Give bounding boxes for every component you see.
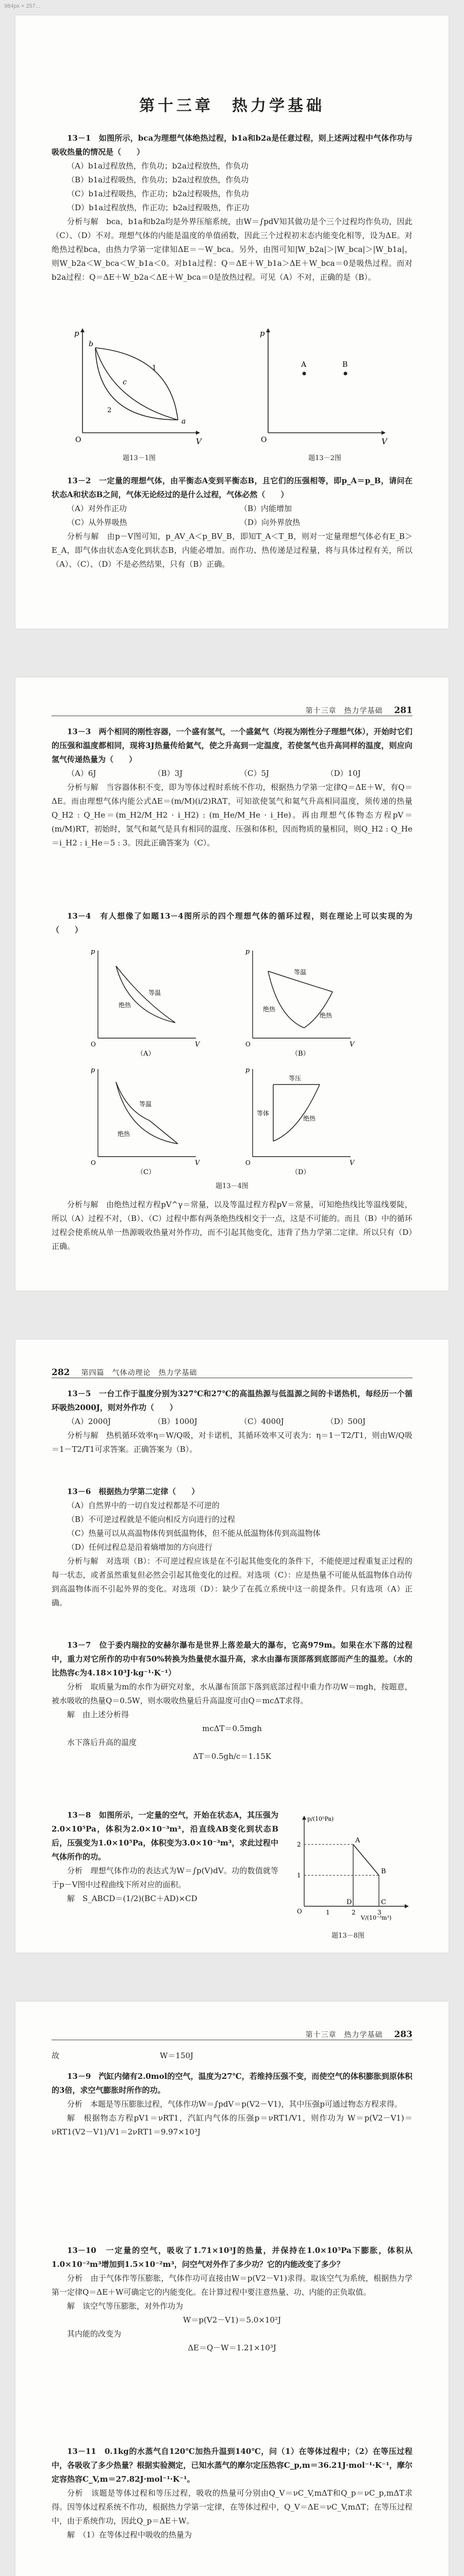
curve-1-label: 1 (152, 364, 157, 372)
question-stem: 13－4 有人想像了如题13－4图所示的四个理想气体的循环过程，则在理论上可以实现的为（ ） (52, 911, 412, 935)
question-stem: 13－9 汽缸内储有2.0mol的空气，温度为27℃，若维持压强不变，而使空气的体积膨胀到原体积的3倍，求空气膨胀时所作的功。 (52, 2072, 412, 2095)
curve-label: 等温 (139, 1100, 152, 1108)
option-b: （B）内能增加 (240, 504, 292, 513)
option-c: （C）b1a过程吸热，作正功；b2a过程吸热，作负功 (67, 189, 249, 198)
option-a: （A）自然界中的一切自发过程都是不可逆的 (67, 1501, 220, 1510)
option-d: （D）10J (326, 769, 361, 778)
figure-13-2 (253, 325, 392, 448)
panel-c (91, 1066, 201, 1176)
panel-b (245, 948, 355, 1058)
option-d: （D）向外界放热 (240, 518, 301, 527)
question-stem: 13－3 两个相同的刚性容器，一个盛有氢气，一个盛氦气（均视为刚性分子理想气体），开始时它们的压强和温度都相同，现将3J热量传给氦气，使之升高到一定温度，若使氢气也升高同样的温度，则应向氢气传递热量为（ ） (52, 727, 412, 764)
options (52, 159, 412, 215)
panel-label: （B） (291, 1050, 310, 1058)
question-stem: 13－10 一定量的空气，吸收了1.71×10³J的热量，并保持在1.0×10⁵Pa下膨胀，体积从1.0×10⁻²m³增加到1.5×10⁻²m³，问空气对外作了多少功？它的内能改变了多少？ (52, 2246, 412, 2269)
v-axis-label: V (196, 437, 202, 446)
svg-text:O: O (245, 1159, 251, 1166)
curve-label: 绝热 (303, 1115, 316, 1122)
origin-label: O (91, 1041, 96, 1048)
question-13-5 (52, 1387, 412, 1456)
question-13-7 (52, 1638, 412, 1764)
question-13-3 (52, 725, 412, 850)
point-d: D (346, 1899, 352, 1906)
option-d: （D）b1a过程放热，作正功；b2a过程吸热，作正功 (67, 203, 250, 212)
tick-v-3: 3 (377, 1909, 382, 1916)
running-head-title: 第四篇 气体动理论 热力学基础 (81, 1369, 197, 1377)
solution: 解 该空气等压膨胀，对外作功为 (67, 2301, 184, 2311)
question-stem: 13－6 根据热力学第二定律（ ） (67, 1487, 200, 1496)
analysis: 分析与解 bca，b1a和b2a均是外界压缩系统，由W＝∫pdV知其做功是个三个过程均作负功，因此（C）、（D）不对。理想气体的内能是温度的单值函数，因此三个过程初末态内能变化相等，设为ΔE。对绝热过程bca，由热力学第一定律知ΔE＝－W_bca。另外，由图可知|W_b2a|＞|W_bca|＞|W_b1a|，则W_b2a＜W_bca＜W_b1a＜0。对b1a过程：Q＝ΔE＋W_b1a＞ΔE＋W_bca＝0是吸热过程。而对b2a过程：Q＝ΔE＋W_b2a＜ΔE＋W_bca＝0是放热过程。可见（A）不对，正确的是（B）。 (52, 217, 412, 282)
analysis: 分析与解 由绝热过程方程pV^γ＝常量，以及等温过程方程pV＝常量，可知绝热线比等温线要陡，所以（A）过程不对，（B）、（C）过程中都有两条绝热线相交于一点，这是不可能的。而且（B）中的循环过程会使系统从单一热源吸收热量对外作功，而不引起其他变化，违背了热力学第二定律。所以只有（D）正确。 (52, 1200, 412, 1251)
formula: W＝p(V2－V1)＝5.0×10²J (183, 2315, 281, 2325)
option-d: （D）任何过程总是沿着熵增加的方向进行 (67, 1543, 213, 1552)
point-a: A (301, 361, 307, 369)
question-stem: 13－2 一定量的理想气体，由平衡态A变到平衡态B，且它们的压强相等，即p_A＝p_B，请问在状态A和状态B之间，气体无论经过的是什么过程，气体必然（ ） (52, 476, 412, 499)
analysis: 分析 取质量为m的水作为研究对象，水从瀑布顶部下落到底部过程中重力作功W＝mgh，按题意，被水吸收的热量Q＝0.5W，则水吸收热量后升高温度可由Q＝mcΔT求得。 (52, 1682, 412, 1705)
point-b-dot (344, 372, 347, 376)
curve-2-label: 2 (107, 406, 112, 414)
figure-13-4 (88, 945, 376, 1177)
option-c: （C）4000J (240, 1417, 284, 1426)
text: 水下落后升高的温度 (67, 1738, 137, 1747)
option-b: （B）1000J (153, 1417, 197, 1426)
option-a: （A）对外作正功 (67, 504, 127, 513)
v-axis-label: V (195, 1041, 200, 1048)
point-b: B (342, 361, 348, 369)
point-b: b (89, 340, 93, 348)
options (52, 502, 412, 530)
running-head (52, 2026, 412, 2040)
formula: ΔE＝Q－W＝1.21×10³J (188, 2343, 276, 2352)
svg-text:O: O (245, 1041, 251, 1048)
svg-text:p: p (245, 1066, 250, 1074)
solution: 解 根据物态方程pV1＝νRT1，汽缸内气体的压强p＝νRT1/V1，则作功为 W＝p(V2－V1)＝νRT1(V2－V1)/V1＝2νRT1＝9.97×10³J (52, 2113, 412, 2137)
option-c: （C）5J (240, 769, 270, 778)
page-number: 283 (394, 2029, 412, 2040)
svg-text:O: O (91, 1159, 96, 1166)
curve-label: 等压 (289, 1075, 302, 1082)
question-stem: 13－7 位于委内瑞拉的安赫尔瀑布是世界上落差最大的瀑布，它高979m。如果在水下落的过程中，重力对它所作的功中有50%转换为热量使水温升高，求水由瀑布顶部落到底部而产生的温差。（水的比热容c为4.18×10³J·kg⁻¹·K⁻¹） (52, 1640, 412, 1677)
page-number: 281 (394, 705, 412, 716)
figure-13-8-caption: 题13－8图 (332, 1932, 364, 1940)
p-axis-label: p/(10⁵Pa) (307, 1816, 334, 1822)
panel-label: （D） (291, 1168, 310, 1176)
figure-13-1 (67, 325, 206, 448)
point-a: a (181, 417, 186, 426)
figure-13-4-caption: 题13－4图 (216, 1182, 248, 1190)
question-13-2 (52, 474, 412, 571)
option-b: （B）3J (153, 769, 183, 778)
question-13-1 (52, 131, 412, 284)
result-line (52, 2049, 412, 2063)
analysis: 分析 该题是等体过程和等压过程，吸收的热量可分别由Q_V＝νC_V,mΔT和Q_p＝νC_p,mΔT求得。因等体过程系统不作功，根据热力学第一定律，在等体过程中，Q_V＝ΔE＝νC_V,mΔT；在等压过程中，由于系统作功，因此Q_p＝ΔE＋W。 (52, 2488, 412, 2526)
question-13-6 (52, 1485, 412, 1610)
panel-label: （C） (137, 1168, 155, 1176)
options (52, 767, 412, 781)
solution-head: 解 由上述分析得 (67, 1710, 129, 1719)
solution: 解 （1）在等体过程中吸收的热量为 (67, 2530, 192, 2539)
option-c: （C）从外界吸热 (67, 518, 127, 527)
point-b: B (381, 1868, 386, 1875)
solution: 解 S_ABCD＝(1/2)(BC＋AD)×CD (67, 1894, 197, 1903)
running-head-title: 第十三章 热力学基础 (305, 2031, 383, 2039)
svg-text:V: V (350, 1041, 355, 1048)
curve-label: 绝热 (118, 1130, 130, 1138)
svg-text:V: V (350, 1159, 355, 1167)
option-b: （B）不可逆过程就是不能向相反方向进行的过程 (67, 1515, 236, 1524)
analysis: 分析 理想气体作功的表达式为W＝∫p(V)dV。功的数值就等于p－V图中过程曲线下所对应的面积。 (52, 1866, 278, 1889)
formula: ΔT＝0.5gh/c＝1.15K (192, 1752, 271, 1761)
option-a: （A）2000J (67, 1417, 111, 1426)
analysis: 分析与解 当容器体积不变，即为等体过程时系统不作功，根据热力学第一定律Q＝ΔE＋W，有Q＝ΔE。而由理想气体内能公式ΔE＝(m/M)(i/2)RΔT，可知欲使氢气和氦气升高相同温度，须传递的热量Q_H2 : Q_He＝(m_H2/M_H2 · i_H2) : (m_He/M_He · i_He)。再由理想气体物态方程pV＝(m/M)RT，初始时，氢气和氦气是具有相同的温度、压强和体积，因而物质的量相同，则Q_H2 : Q_He＝i_H2 : i_He＝5 : 3。因此正确答案为（C）。 (52, 783, 412, 848)
question-stem: 13－8 如图所示，一定量的空气，开始在状态A，其压强为2.0×10⁵Pa，体积为2.0×10⁻³m³，沿直线AB变化到状态B后，压强变为1.0×10⁵Pa，体积变为3.0×10⁻³m³，求此过程中气体所作的功。 (52, 1810, 278, 1861)
page-2 (15, 677, 449, 1291)
analysis-13-4 (52, 1198, 412, 1253)
options (52, 1415, 412, 1429)
origin-label: O (261, 436, 267, 444)
curve-label: 等温 (294, 969, 307, 976)
text: 其内能的改变为 (67, 2329, 122, 2338)
origin-label: O (297, 1908, 302, 1915)
running-head (52, 1364, 412, 1378)
page-4 (15, 2002, 449, 2576)
page-3 (15, 1340, 449, 1953)
svg-text:p: p (245, 948, 250, 956)
question-stem: 13－1 如图所示，bca为理想气体绝热过程，b1a和b2a是任意过程，则上述两过程中气体作功与吸收热量的情况是（ ） (52, 133, 412, 157)
point-c: c (123, 378, 127, 386)
point-a: A (355, 1837, 360, 1844)
question-13-8 (52, 1808, 278, 1906)
svg-text:p: p (91, 1066, 95, 1074)
option-a: （A）b1a过程放热，作负功；b2a过程放热，作负功 (67, 161, 249, 171)
question-13-11 (52, 2445, 412, 2542)
p-axis-label: p (74, 329, 79, 338)
formula: mcΔT＝0.5mgh (202, 1724, 262, 1733)
question-stem: 13－11 0.1kg的水蒸气自120℃加热升温到140℃，问（1）在等体过程中；（2）在等压过程中，各吸收了多少热量？根据实验测定，已知水蒸气的摩尔定压热容C_p,m＝36.21J·mol⁻¹·K⁻¹，摩尔定容热容C_V,m＝27.82J·mol⁻¹·K⁻¹。 (52, 2447, 412, 2484)
analysis: 分析 由于气体作等压膨胀，气体作功可直接由W＝p(V2－V1)求得。取该空气为系统，根据热力学第一定律Q＝ΔE＋W可确定它的内能变化。在计算过程中要注意热量、功、内能的正负取值。 (52, 2274, 412, 2297)
curve-label: 绝热 (119, 1002, 131, 1009)
v-axis-label: V/(10⁻³m³) (361, 1914, 392, 1921)
panel-a (91, 948, 201, 1058)
point-c: C (381, 1899, 386, 1906)
figure-13-1-caption: 题13－1图 (123, 454, 156, 462)
analysis: 分析 本题是等压膨胀过程，气体作功W＝∫pdV＝p(V2－V1)，其中压强p可通过物态方程求得。 (67, 2099, 402, 2109)
panel-label: （A） (137, 1050, 155, 1058)
v-axis-label: V (382, 437, 387, 446)
tick-v-1: 1 (326, 1909, 330, 1916)
curve-label: 等体 (257, 1110, 270, 1117)
option-b: （B）b1a过程吸热，作负功；b2a过程放热，作负功 (67, 175, 249, 184)
question-stem: 13－5 一台工作于温度分别为327℃和27℃的高温热源与低温源之间的卡诺热机，每经历一个循环吸热2000J，则对外作功（ ） (52, 1389, 412, 1412)
question-13-4 (52, 909, 412, 937)
origin-label: O (75, 436, 81, 444)
figure-13-8 (284, 1814, 412, 1927)
tick-v-2: 2 (352, 1909, 356, 1916)
analysis: 分析与解 热机循环效率η＝W/Q吸，对卡诺机，其循环效率又可表为：η＝1－T2/T1，则由W/Q吸＝1－T2/T1可求答案。正确答案为（B）。 (52, 1431, 412, 1454)
figure-13-2-caption: 题13－2图 (308, 454, 341, 462)
question-13-9 (52, 2070, 412, 2139)
curve-label: 绝热 (263, 1006, 276, 1013)
panel-d (245, 1066, 355, 1176)
running-head (52, 702, 412, 716)
analysis: 分析与解 由p－V图可知，p_AV_A＜p_BV_B，即知T_A＜T_B，则对一定量理想气体必有E_B＞E_A，即气体由状态A变化到状态B，内能必增加。而作功、热传递是过程量，将与具体过程有关，所以（A）、（C）、（D）不是必然结果，只有（B）正确。 (52, 532, 412, 569)
chapter-title: 第十三章 热力学基础 (139, 97, 325, 115)
options (52, 1499, 412, 1554)
line-ab (353, 1844, 379, 1875)
tick-p-1: 1 (297, 1872, 301, 1879)
running-head-title: 第十三章 热力学基础 (305, 707, 383, 715)
point-a-dot (303, 372, 306, 376)
option-a: （A）6J (67, 769, 96, 778)
svg-text:V: V (195, 1159, 200, 1167)
question-13-10 (52, 2244, 412, 2355)
analysis: 分析与解 对选项（B）：不可逆过程应该是在不引起其他变化的条件下，不能使逆过程重复正过程的每一状态，或者虽然重复但必然会引起其他变化的过程。对选项（C）：应是热量不可能从低温物体自动传到高温物体而不引起外界的变化。对选项（D）：缺少了在孤立系统中这一前提条件。只有选项（A）正确。 (52, 1556, 412, 1607)
p-axis-label: p (91, 948, 95, 956)
curve-label: 绝热 (320, 1012, 333, 1019)
tick-p-2: 2 (297, 1841, 301, 1848)
option-d: （D）500J (326, 1417, 366, 1426)
p-axis-label: p (260, 329, 265, 338)
curve-label: 等温 (148, 989, 161, 996)
formula: 故 W＝150J (52, 2051, 194, 2060)
page-1 (15, 15, 449, 629)
image-size-caption: 984px × 257... (4, 3, 41, 9)
option-c: （C）热量可以从高温物体传到低温物体，但不能从低温物体传到高温物体 (67, 1529, 321, 1538)
page-number: 282 (52, 1367, 70, 1378)
